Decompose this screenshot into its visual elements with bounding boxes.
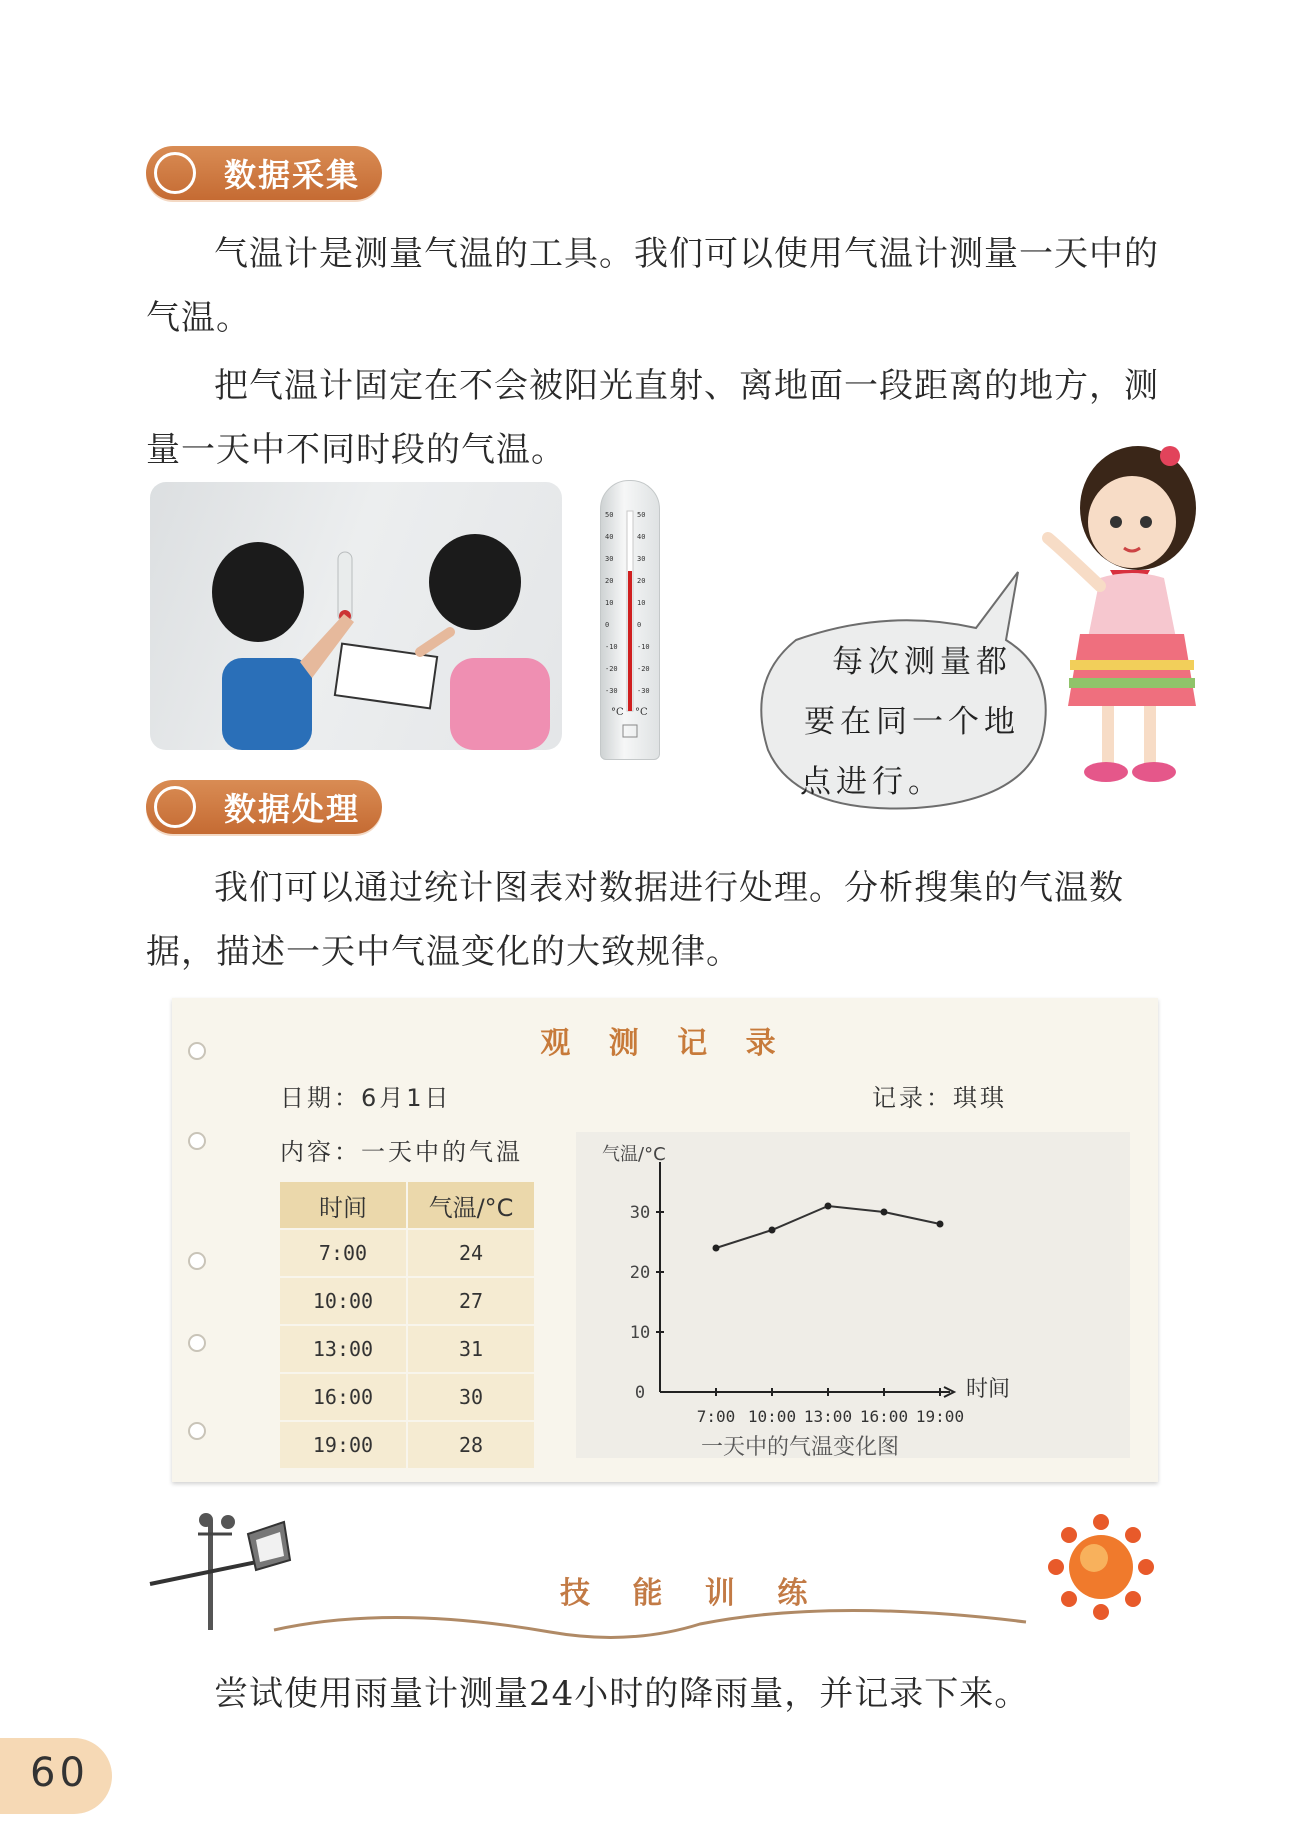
x-axis-label: 时间 <box>966 1377 1011 1402</box>
thermometer-tick-label: 10 <box>605 599 614 607</box>
table-row <box>279 1229 535 1277</box>
banner-curl <box>368 794 394 824</box>
photo-children-measuring <box>150 482 562 750</box>
table-row <box>279 1373 535 1421</box>
chart-title: 一天中的气温变化图 <box>700 1435 900 1458</box>
thermometer-tick-label: 0 <box>605 621 610 629</box>
banner-curl <box>368 160 394 190</box>
table-cell: 27 <box>407 1277 535 1325</box>
sun-icon <box>1046 1512 1156 1622</box>
section-title: 数据采集 <box>224 156 361 194</box>
x-tick-label: 13:00 <box>803 1407 853 1426</box>
binder-hole <box>188 1252 206 1270</box>
thermometer-tick-label: 20 <box>605 577 614 585</box>
table-cell: 30 <box>407 1373 535 1421</box>
thermometer-image <box>600 480 660 760</box>
thermometer-tick-label: -20 <box>637 665 650 673</box>
text-line: 把气温计固定在不会被阳光直射、离地面一段距离的地方，测 <box>214 366 1159 406</box>
decorative-wave-line <box>270 1606 1030 1656</box>
x-tick-label: 16:00 <box>859 1407 909 1426</box>
text-line: 气温计是测量气温的工具。我们可以使用气温计测量一天中的 <box>214 234 1159 274</box>
x-tick-label: 19:00 <box>915 1407 965 1426</box>
table-cell: 13:00 <box>279 1325 407 1373</box>
temperature-line-chart <box>576 1132 1130 1458</box>
table-cell: 7:00 <box>279 1229 407 1277</box>
text-line: 量一天中不同时段的气温。 <box>146 430 566 470</box>
paragraph-1 <box>146 222 1186 350</box>
x-tick-label: 10:00 <box>747 1407 797 1426</box>
text-line: 我们可以通过统计图表对数据进行处理。分析搜集的气温数 <box>214 868 1124 908</box>
page-number: 60 <box>30 1750 89 1796</box>
data-point <box>769 1227 776 1234</box>
y-tick-label: 0 <box>634 1383 646 1403</box>
text-line: 据，描述一天中气温变化的大致规律。 <box>146 932 741 972</box>
key-icon <box>154 786 196 828</box>
table-row <box>279 1277 535 1325</box>
key-icon <box>154 152 196 194</box>
table-cell: 19:00 <box>279 1421 407 1469</box>
record-recorder: 记录：琪琪 <box>872 1084 1007 1112</box>
table-row <box>279 1325 535 1373</box>
task-paragraph <box>146 1662 1186 1726</box>
page-number-tab <box>0 1738 112 1814</box>
data-point <box>881 1209 888 1216</box>
section-title: 数据处理 <box>224 790 361 828</box>
speech-bubble <box>756 610 1056 812</box>
data-point <box>713 1245 720 1252</box>
thermometer-tick-label: 20 <box>637 577 646 585</box>
y-axis-label: 气温/°C <box>602 1144 666 1165</box>
sun-drawing <box>1046 1512 1156 1622</box>
card-title: 观 测 记 录 <box>540 1026 790 1061</box>
unit-left: °C <box>611 707 624 718</box>
section-banner-process <box>146 774 396 836</box>
binder-hole <box>188 1422 206 1440</box>
table-header-temp: 气温/°C <box>407 1181 535 1229</box>
binder-hole <box>188 1334 206 1352</box>
table-cell: 28 <box>407 1421 535 1469</box>
thermometer-tick-label: -10 <box>637 643 650 651</box>
thermometer-tick-label: 40 <box>605 533 614 541</box>
table-header-time: 时间 <box>279 1181 407 1229</box>
text-line: 气温。 <box>146 298 251 338</box>
chart-panel <box>576 1132 1130 1458</box>
text-line: 尝试使用雨量计测量24小时的降雨量，并记录下来。 <box>214 1674 1030 1714</box>
record-content: 内容：一天中的气温 <box>280 1138 523 1166</box>
table-cell: 16:00 <box>279 1373 407 1421</box>
thermometer-tick-label: 0 <box>637 621 642 629</box>
bubble-line-1: 每次测量都 <box>832 644 1012 680</box>
girl-illustration <box>1040 438 1210 798</box>
table-row <box>279 1421 535 1469</box>
skills-title: 技 能 训 练 <box>560 1576 824 1611</box>
y-tick-label: 10 <box>629 1323 651 1343</box>
binder-hole <box>188 1132 206 1150</box>
paragraph-2 <box>146 354 1186 482</box>
thermometer-tick-label: 50 <box>605 511 614 519</box>
unit-right: °C <box>635 707 648 718</box>
thermometer-tick-label: -20 <box>605 665 618 673</box>
section-banner-collect <box>146 140 396 202</box>
thermometer-tick-label: -30 <box>605 687 618 695</box>
thermometer-tick-label: 10 <box>637 599 646 607</box>
y-tick-label: 30 <box>629 1203 651 1223</box>
y-tick-label: 20 <box>629 1263 651 1283</box>
table-cell: 10:00 <box>279 1277 407 1325</box>
series-line <box>716 1206 940 1248</box>
bubble-line-2: 要在同一个地 <box>804 704 1020 740</box>
data-point <box>937 1221 944 1228</box>
record-date: 日期：6月1日 <box>280 1084 452 1112</box>
table-cell: 31 <box>407 1325 535 1373</box>
thermometer-tick-label: 40 <box>637 533 646 541</box>
temperature-table <box>278 1180 536 1470</box>
thermometer-tick-label: 30 <box>637 555 646 563</box>
data-point <box>825 1203 832 1210</box>
thermometer-scale <box>601 481 659 759</box>
girl-drawing <box>1040 438 1210 798</box>
thermometer-tick-label: -10 <box>605 643 618 651</box>
x-tick-label: 7:00 <box>696 1407 736 1426</box>
photo-illustration <box>150 482 562 750</box>
thermometer-tick-label: -30 <box>637 687 650 695</box>
table-header-row <box>279 1181 535 1229</box>
paragraph-3 <box>146 856 1186 984</box>
bubble-line-3: 点进行。 <box>800 764 944 800</box>
thermometer-tick-label: 50 <box>637 511 646 519</box>
observation-record-card <box>172 998 1158 1482</box>
thermometer-tick-label: 30 <box>605 555 614 563</box>
table-cell: 24 <box>407 1229 535 1277</box>
